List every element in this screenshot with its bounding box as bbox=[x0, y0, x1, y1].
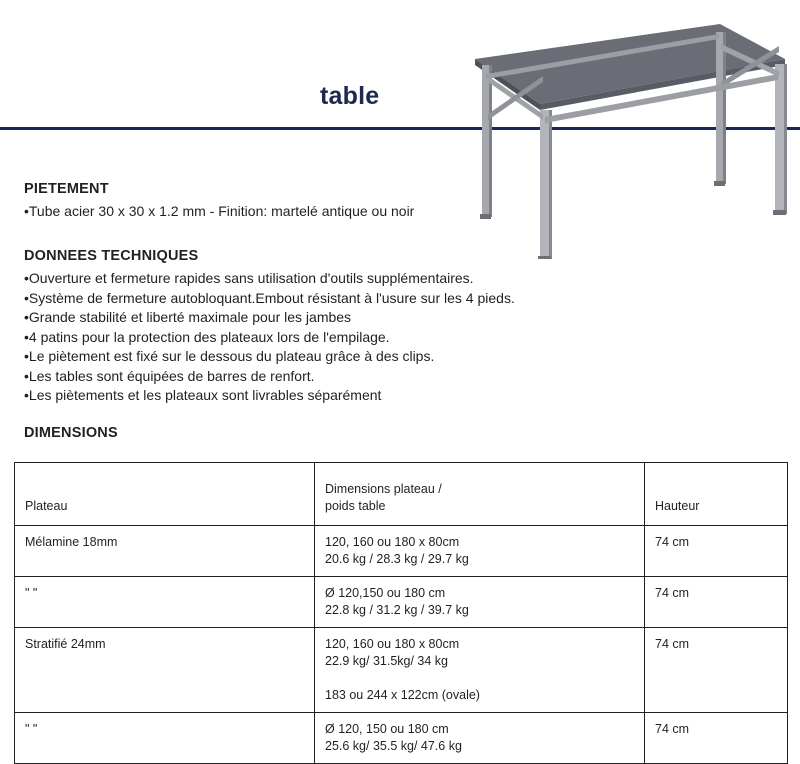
donnees-line-5: •Le piètement est fixé sur le dessous du plateau grâce à des clips. bbox=[24, 348, 435, 364]
row-1-dim-line1: 120, 160 ou 180 x 80cm bbox=[325, 535, 460, 549]
section-title-pietement: PIETEMENT bbox=[24, 181, 109, 197]
row-4-dim-line2: 25.6 kg/ 35.5 kg/ 47.6 kg bbox=[325, 739, 462, 753]
row-4-dim-line1: Ø 120, 150 ou 180 cm bbox=[325, 722, 449, 736]
row-3-dimensions bbox=[315, 628, 645, 713]
header-dimensions-line2: poids table bbox=[325, 499, 386, 513]
table-header-row bbox=[15, 463, 788, 526]
folding-table-illustration bbox=[430, 14, 790, 259]
table-row bbox=[15, 713, 788, 764]
table-row bbox=[15, 577, 788, 628]
row-2-plateau: " " bbox=[15, 577, 315, 628]
row-4-plateau: " " bbox=[15, 713, 315, 764]
section-title-dimensions: DIMENSIONS bbox=[24, 425, 118, 441]
table-row bbox=[15, 526, 788, 577]
row-3-dim-line4: 183 ou 244 x 122cm (ovale) bbox=[325, 688, 480, 702]
row-3-dim-spacer bbox=[325, 670, 636, 687]
row-3-hauteur: 74 cm bbox=[645, 628, 788, 713]
header-hauteur-label: Hauteur bbox=[655, 499, 700, 513]
section-dimensions bbox=[24, 425, 784, 446]
header-dimensions-line1: Dimensions plateau / bbox=[325, 482, 442, 496]
header-dimensions bbox=[315, 463, 645, 526]
row-1-dim-line2: 20.6 kg / 28.3 kg / 29.7 kg bbox=[325, 552, 469, 566]
row-2-dim-line2: 22.8 kg / 31.2 kg / 39.7 kg bbox=[325, 603, 469, 617]
section-pietement bbox=[24, 181, 664, 222]
row-4-hauteur: 74 cm bbox=[645, 713, 788, 764]
table-row bbox=[15, 628, 788, 713]
donnees-line-4: •4 patins pour la protection des plateaux lors de l'empilage. bbox=[24, 328, 390, 345]
row-1-hauteur: 74 cm bbox=[645, 526, 788, 577]
row-4-dimensions bbox=[315, 713, 645, 764]
row-1-dimensions bbox=[315, 526, 645, 577]
row-1-plateau: Mélamine 18mm bbox=[15, 526, 315, 577]
donnees-line-6: •Les tables sont équipées de barres de renfort. bbox=[24, 367, 315, 384]
section-donnees-techniques bbox=[24, 248, 664, 406]
row-3-plateau: Stratifié 24mm bbox=[15, 628, 315, 713]
row-3-dim-line1: 120, 160 ou 180 x 80cm bbox=[325, 637, 460, 651]
pietement-line-1: •Tube acier 30 x 30 x 1.2 mm - Finition: martelé antique ou noir bbox=[24, 203, 415, 219]
dimensions-table bbox=[14, 462, 788, 764]
donnees-line-3: •Grande stabilité et liberté maximale pour les jambes bbox=[24, 309, 352, 325]
page-title: table bbox=[320, 82, 380, 110]
donnees-line-7: •Les piètements et les plateaux sont livrables séparément bbox=[24, 387, 382, 403]
header-plateau-label: Plateau bbox=[25, 499, 68, 513]
header-hauteur bbox=[645, 463, 788, 526]
row-2-hauteur: 74 cm bbox=[645, 577, 788, 628]
row-3-dim-line2: 22.9 kg/ 31.5kg/ 34 kg bbox=[325, 654, 449, 668]
donnees-line-1: •Ouverture et fermeture rapides sans utilisation d'outils supplémentaires. bbox=[24, 270, 474, 286]
row-2-dimensions bbox=[315, 577, 645, 628]
section-title-donnees-techniques: DONNEES TECHNIQUES bbox=[24, 248, 199, 264]
row-2-dim-line1: Ø 120,150 ou 180 cm bbox=[325, 586, 446, 600]
donnees-line-2: •Système de fermeture autobloquant.Embout résistant à l'usure sur les 4 pieds. bbox=[24, 289, 515, 306]
header-plateau bbox=[15, 463, 315, 526]
